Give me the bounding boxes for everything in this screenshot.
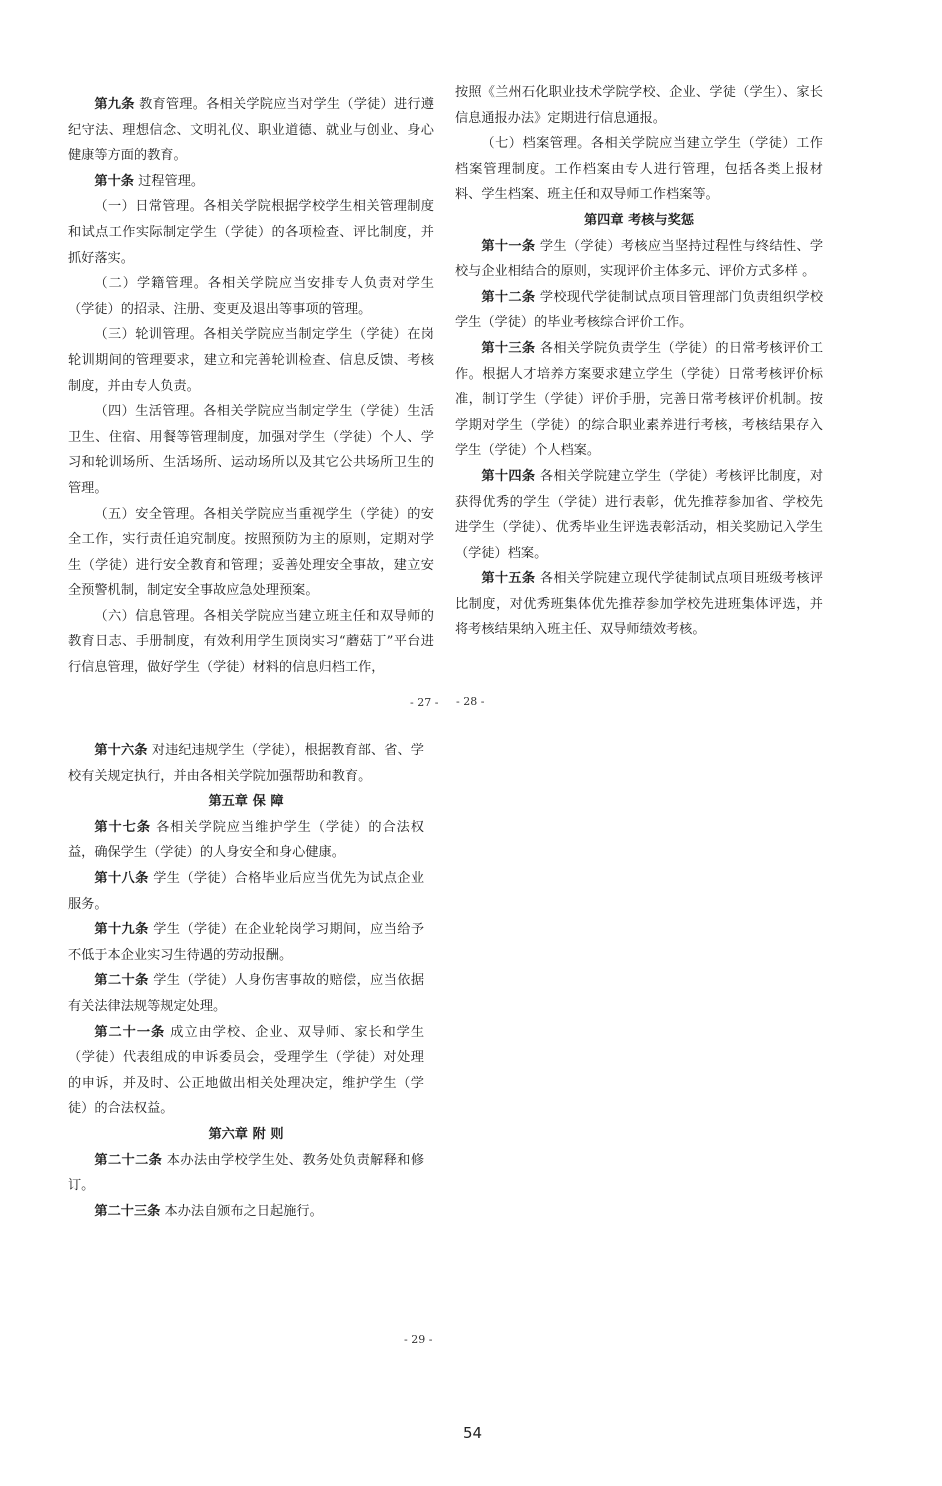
- sheet-number: 54: [463, 1424, 483, 1442]
- chapter-heading: 第六章 附 则: [208, 1126, 284, 1142]
- article-text: 教育管理。各相关学院应当对学生（学徒）进行遵纪守法、理想信念、文明礼仪、职业道德、就业与创业、身心健康等方面的教育。: [68, 97, 434, 164]
- article-label: 第二十一条: [94, 1024, 166, 1040]
- page-29-body: [68, 738, 424, 1224]
- article-text: 学生（学徒）在企业轮岗学习期间，应当给予不低于本企业实习生待遇的劳动报酬。: [68, 922, 425, 963]
- article-paragraph: [455, 566, 823, 643]
- page-number-27: - 27 -: [410, 696, 439, 709]
- article-label: 第十六条: [94, 743, 148, 758]
- article-text: 各相关学院建立现代学徒制试点项目班级考核评比制度，对优秀班集体优先推荐参加学校先进班集体评选，并将考核结果纳入班主任、双导师绩效考核。: [455, 571, 824, 638]
- article-paragraph: [455, 285, 823, 336]
- article-paragraph: [68, 866, 424, 917]
- article-label: 第十二条: [481, 289, 536, 305]
- article-text: 学校现代学徒制试点项目管理部门负责组织学校学生（学徒）的毕业考核综合评价工作。: [455, 289, 824, 331]
- article-paragraph: [455, 131, 823, 208]
- article-paragraph: [68, 968, 424, 1019]
- article-text: 本办法自颁布之日起施行。: [164, 1203, 323, 1219]
- article-label: 第十四条: [481, 468, 536, 484]
- article-label: 第二十三条: [94, 1203, 161, 1219]
- article-label: 第十条: [94, 173, 134, 189]
- page-27-body: [68, 92, 434, 681]
- article-paragraph: [68, 322, 434, 399]
- article-label: 第十三条: [481, 340, 536, 356]
- chapter-heading: 第五章 保 障: [208, 794, 284, 810]
- article-label: 第九条: [94, 97, 135, 112]
- page-number-28: - 28 -: [456, 695, 485, 708]
- article-paragraph: [455, 336, 823, 464]
- article-paragraph: [68, 1020, 424, 1122]
- article-paragraph: [455, 80, 823, 131]
- article-text: 各相关学院负责学生（学徒）的日常考核评价工作。根据人才培养方案要求建立学生（学徒）日常考核评价标准，制订学生（学徒）评价手册，完善日常考核评价机制。按学期对学生（学徒）的综合职业素养进行考核，考核结果存入学生（学徒）个人档案。: [455, 340, 824, 459]
- article-paragraph: [68, 815, 424, 866]
- article-paragraph: [68, 169, 434, 195]
- article-text: 过程管理。: [138, 173, 205, 189]
- article-paragraph: [68, 738, 424, 789]
- article-paragraph: [68, 399, 434, 501]
- article-paragraph: [68, 604, 434, 681]
- article-label: 第十一条: [481, 238, 536, 254]
- article-paragraph: [68, 917, 424, 968]
- article-text: （六）信息管理。各相关学院应当建立班主任和双导师的教育日志、手册制度，有效利用学生顶岗实习“蘑菇丁”平台进行信息管理，做好学生（学徒）材料的信息归档工作，: [68, 608, 434, 676]
- article-text: （二）学籍管理。各相关学院应当安排专人负责对学生（学徒）的招录、注册、变更及退出等事项的管理。: [68, 276, 434, 317]
- article-text: （三）轮训管理。各相关学院应当制定学生（学徒）在岗轮训期间的管理要求，建立和完善轮训检查、信息反馈、考核制度，并由专人负责。: [68, 327, 434, 394]
- article-paragraph: [455, 464, 823, 566]
- article-paragraph: [68, 1148, 424, 1199]
- article-text: 成立由学校、企业、双导师、家长和学生（学徒）代表组成的申诉委员会，受理学生（学徒）对处理的申诉，并及时、公正地做出相关处理决定，维护学生（学徒）的合法权益。: [68, 1024, 425, 1117]
- article-paragraph: [68, 502, 434, 604]
- article-paragraph: [68, 1199, 424, 1225]
- page-number-29: - 29 -: [404, 1333, 433, 1346]
- article-text: 对违纪违规学生（学徒），根据教育部、省、学校有关规定执行，并由各相关学院加强帮助和教育。: [68, 743, 424, 784]
- article-text: 各相关学院建立学生（学徒）考核评比制度，对获得优秀的学生（学徒）进行表彰，优先推荐参加省、学校先进学生（学徒）、优秀毕业生评选表彰活动，相关奖励记入学生（学徒）档案。: [455, 468, 824, 561]
- article-text: （七）档案管理。各相关学院应当建立学生（学徒）工作档案管理制度。工作档案由专人进行管理，包括各类上报材料、学生档案、班主任和双导师工作档案等。: [455, 136, 823, 203]
- article-label: 第十五条: [481, 571, 536, 587]
- article-label: 第二十条: [94, 973, 149, 989]
- article-paragraph: [68, 271, 434, 322]
- article-label: 第二十二条: [94, 1152, 163, 1168]
- chapter-heading: 第四章 考核与奖惩: [583, 212, 695, 228]
- article-text: 各相关学院应当维护学生（学徒）的合法权益，确保学生（学徒）的人身安全和身心健康。: [68, 819, 424, 861]
- article-text: （四）生活管理。各相关学院应当制定学生（学徒）生活卫生、住宿、用餐等管理制度，加强对学生（学徒）个人、学习和轮训场所、生活场所、运动场所以及其它公共场所卫生的管理。: [68, 404, 434, 496]
- article-text: 本办法由学校学生处、教务处负责解释和修订。: [68, 1152, 425, 1194]
- article-paragraph: [455, 234, 823, 285]
- article-label: 第十七条: [94, 819, 151, 835]
- page-28-body: [455, 80, 823, 643]
- article-text: 学生（学徒）合格毕业后应当优先为试点企业服务。: [68, 870, 425, 912]
- article-text: 按照《兰州石化职业技术学院学校、企业、学徒（学生）、家长信息通报办法》定期进行信息通报。: [455, 85, 823, 126]
- article-paragraph: [68, 194, 434, 271]
- article-label: 第十八条: [94, 870, 149, 886]
- article-text: 学生（学徒）考核应当坚持过程性与终结性、学校与企业相结合的原则，实现评价主体多元、评价方式多样 。: [455, 238, 824, 280]
- article-text: （五）安全管理。各相关学院应当重视学生（学徒）的安全工作，实行责任追究制度。按照预防为主的原则，定期对学生（学徒）进行安全教育和管理；妥善处理安全事故，建立安全预警机制，制定安全事故应急处理预案。: [68, 506, 434, 599]
- article-paragraph: [68, 92, 434, 169]
- article-text: 学生（学徒）人身伤害事故的赔偿，应当依据有关法律法规等规定处理。: [68, 973, 425, 1014]
- article-text: （一）日常管理。各相关学院根据学校学生相关管理制度和试点工作实际制定学生（学徒）的各项检查、评比制度，并抓好落实。: [68, 199, 434, 266]
- article-label: 第十九条: [94, 922, 149, 938]
